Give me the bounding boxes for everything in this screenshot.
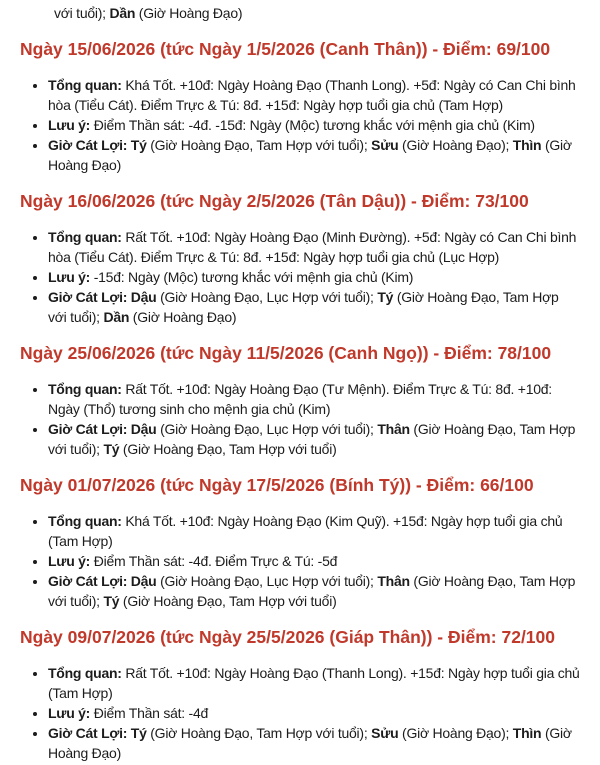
zodiac-hour-name: Dần (109, 5, 136, 21)
day-details-list (20, 227, 580, 327)
detail-label: Tổng quan: (48, 513, 122, 529)
day-details-list (20, 663, 580, 763)
detail-text: (Giờ Hoàng Đạo, Tam Hợp với tuổi) (119, 441, 337, 457)
detail-label: Giờ Cát Lợi: (48, 725, 128, 741)
detail-item (48, 267, 580, 287)
detail-item (48, 723, 580, 763)
detail-item (48, 287, 580, 327)
detail-item (48, 115, 580, 135)
detail-label: Lưu ý: (48, 117, 91, 133)
detail-label: Lưu ý: (48, 705, 91, 721)
detail-text: (Giờ Hoàng Đạo, Tam Hợp với tuổi); (48, 573, 576, 609)
detail-text: (Giờ Hoàng Đạo, Lục Hợp với tuổi); (156, 421, 378, 437)
detail-text: (Giờ Hoàng Đạo, Tam Hợp với tuổi); (146, 725, 372, 741)
detail-item (48, 571, 580, 611)
detail-text: Rất Tốt. +10đ: Ngày Hoàng Đạo (Tư Mệnh). Điểm Trực & Tú: 8đ. +10đ: Ngày (Thổ) tương sinh cho mệnh gia chủ (Kim) (48, 381, 552, 417)
detail-item (48, 227, 580, 267)
detail-label: Thân (377, 573, 410, 589)
detail-item (48, 135, 580, 175)
detail-text: (Giờ Hoàng Đạo, Lục Hợp với tuổi); (156, 573, 378, 589)
detail-label: Giờ Cát Lợi: (48, 573, 128, 589)
detail-label: Tý (377, 289, 394, 305)
day-heading: Ngày 25/06/2026 (tức Ngày 11/5/2026 (Canh Ngọ)) - Điểm: 78/100 (20, 343, 552, 363)
detail-label: Thân (377, 421, 410, 437)
day-heading: Ngày 15/06/2026 (tức Ngày 1/5/2026 (Canh Thân)) - Điểm: 69/100 (20, 39, 551, 59)
detail-label: Lưu ý: (48, 269, 91, 285)
detail-text: (Giờ Hoàng Đạo); (398, 137, 513, 153)
detail-label: Tý (103, 593, 120, 609)
detail-label: Tý (130, 725, 147, 741)
detail-label: Lưu ý: (48, 553, 91, 569)
detail-text: Điểm Thần sát: -4đ. -15đ: Ngày (Mộc) tương khắc với mệnh gia chủ (Kim) (90, 117, 535, 133)
detail-label: Dậu (130, 573, 157, 589)
detail-label: Tổng quan: (48, 229, 122, 245)
detail-text: Điểm Thần sát: -4đ. Điểm Trực & Tú: -5đ (90, 553, 338, 569)
detail-text: Khá Tốt. +10đ: Ngày Hoàng Đạo (Thanh Long). +5đ: Ngày có Can Chi bình hòa (Tiểu Cát). Điểm Trực & Tú: 8đ. +15đ: Ngày hợp tuổi gia chủ (Tam Hợp) (48, 77, 576, 113)
detail-text: Rất Tốt. +10đ: Ngày Hoàng Đạo (Thanh Long). +15đ: Ngày hợp tuổi gia chủ (Tam Hợp) (48, 665, 580, 701)
leading-fragment (54, 3, 580, 23)
day-heading: Ngày 09/07/2026 (tức Ngày 25/5/2026 (Giáp Thân)) - Điểm: 72/100 (20, 627, 555, 647)
detail-text: (Giờ Hoàng Đạo) (48, 137, 572, 173)
detail-item (48, 663, 580, 703)
detail-label: Giờ Cát Lợi: (48, 289, 128, 305)
detail-text: (Giờ Hoàng Đạo) (129, 309, 237, 325)
detail-label: Tổng quan: (48, 381, 122, 397)
detail-label: Thìn (512, 725, 542, 741)
detail-text: Rất Tốt. +10đ: Ngày Hoàng Đạo (Minh Đường). +5đ: Ngày có Can Chi bình hòa (Tiểu Cát). Điểm Trực & Tú: 8đ. +15đ: Ngày hợp tuổi gia chủ (Lục Hợp) (48, 229, 577, 265)
detail-label: Giờ Cát Lợi: (48, 421, 128, 437)
detail-text: (Giờ Hoàng Đạo, Tam Hợp với tuổi); (48, 289, 559, 325)
detail-item (48, 703, 580, 723)
detail-item (48, 379, 580, 419)
day-heading: Ngày 01/07/2026 (tức Ngày 17/5/2026 (Bính Tý)) - Điểm: 66/100 (20, 475, 534, 495)
day-heading: Ngày 16/06/2026 (tức Ngày 2/5/2026 (Tân Dậu)) - Điểm: 73/100 (20, 191, 529, 211)
detail-text: Điểm Thần sát: -4đ (90, 705, 209, 721)
detail-label: Thìn (512, 137, 542, 153)
day-details-list (20, 511, 580, 611)
detail-label: Tý (103, 441, 120, 457)
detail-text: (Giờ Hoàng Đạo, Tam Hợp với tuổi) (119, 593, 337, 609)
detail-text: -15đ: Ngày (Mộc) tương khắc với mệnh gia chủ (Kim) (90, 269, 414, 285)
detail-label: Dậu (130, 421, 157, 437)
detail-text: (Giờ Hoàng Đạo); (398, 725, 513, 741)
detail-item (48, 551, 580, 571)
detail-label: Sửu (371, 725, 399, 741)
detail-item (48, 419, 580, 459)
fragment-text: (Giờ Hoàng Đạo) (135, 5, 243, 21)
almanac-content (20, 38, 580, 763)
detail-item (48, 75, 580, 115)
detail-item (48, 511, 580, 551)
day-details-list (20, 379, 580, 459)
detail-label: Giờ Cát Lợi: (48, 137, 128, 153)
detail-label: Dậu (130, 289, 157, 305)
detail-label: Tổng quan: (48, 77, 122, 93)
detail-label: Tổng quan: (48, 665, 122, 681)
detail-text: Khá Tốt. +10đ: Ngày Hoàng Đạo (Kim Quỹ). +15đ: Ngày hợp tuổi gia chủ (Tam Hợp) (48, 513, 563, 549)
detail-text: (Giờ Hoàng Đạo, Lục Hợp với tuổi); (156, 289, 378, 305)
detail-text: (Giờ Hoàng Đạo, Tam Hợp với tuổi); (146, 137, 372, 153)
detail-label: Tý (130, 137, 147, 153)
detail-text: (Giờ Hoàng Đạo) (48, 725, 572, 761)
detail-text: (Giờ Hoàng Đạo, Tam Hợp với tuổi); (48, 421, 576, 457)
detail-label: Dần (103, 309, 130, 325)
day-details-list (20, 75, 580, 175)
detail-label: Sửu (371, 137, 399, 153)
fragment-text: với tuổi); (54, 5, 110, 21)
